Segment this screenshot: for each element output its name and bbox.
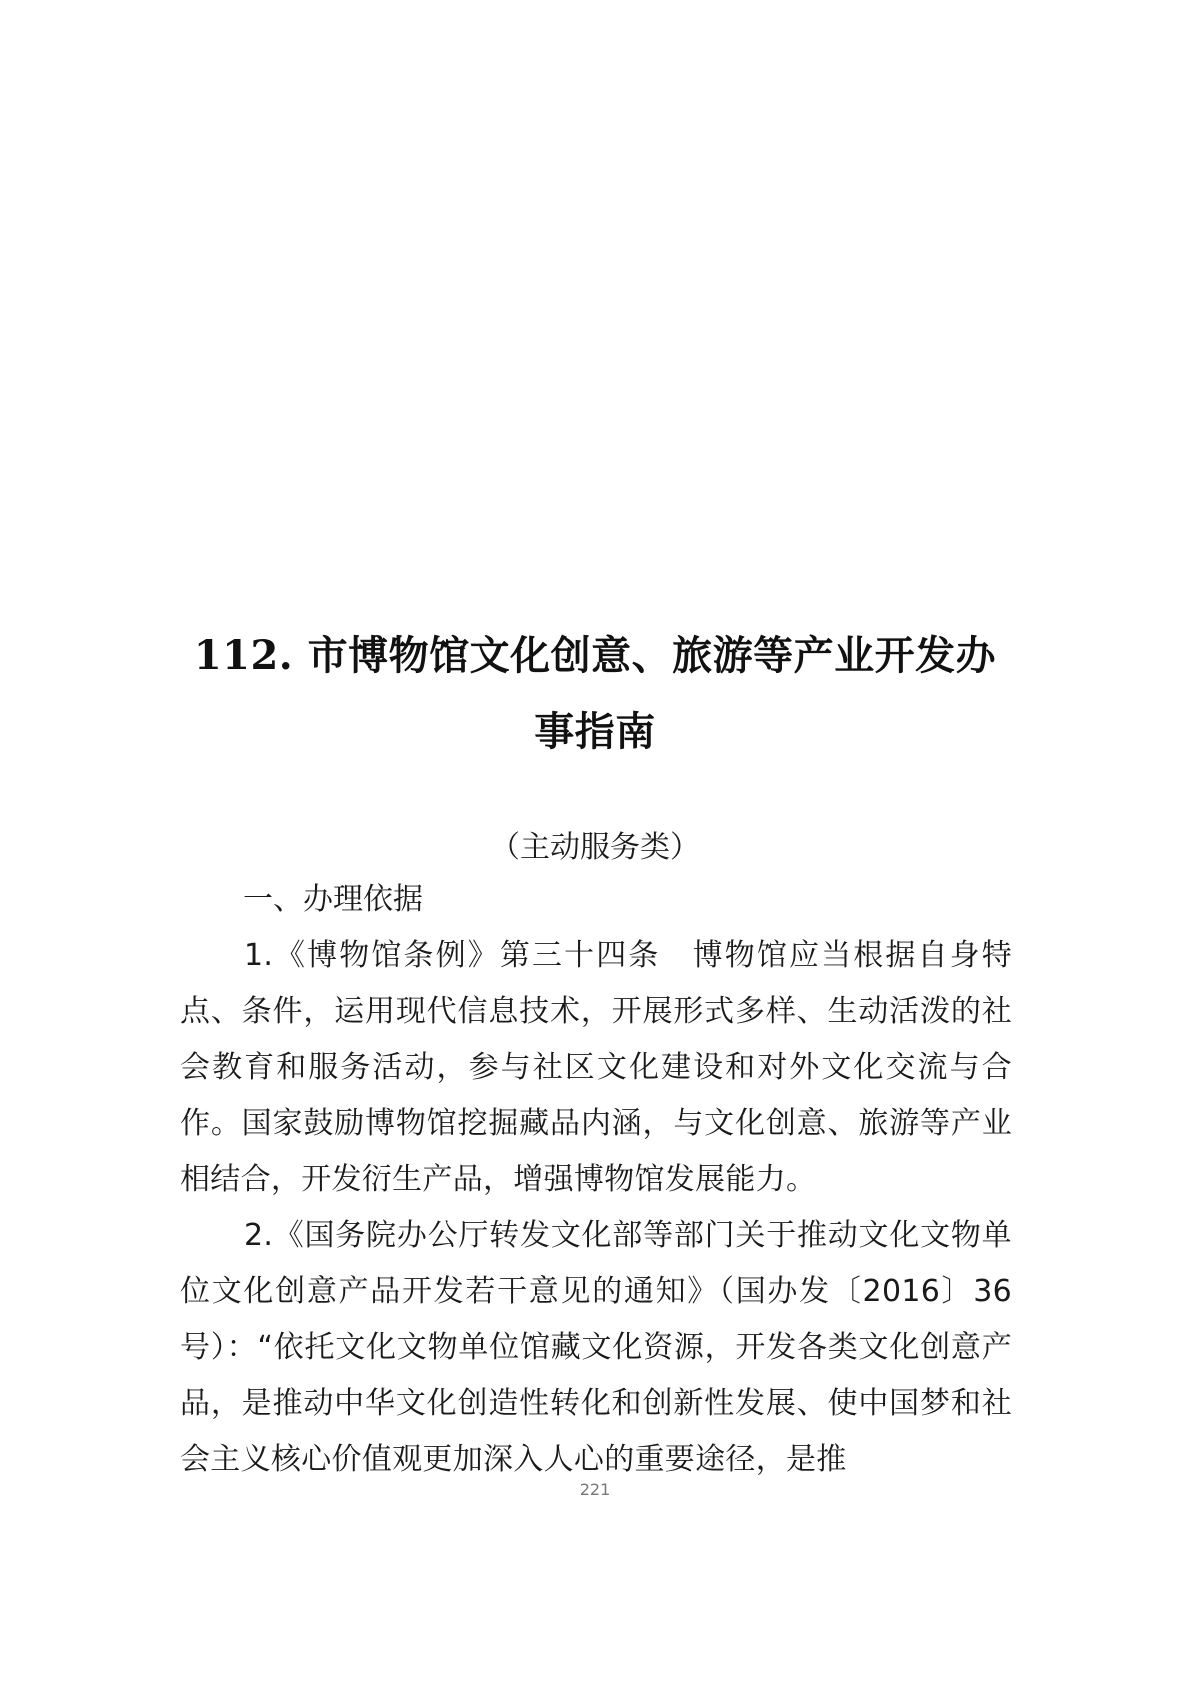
page-number: 221 <box>579 1480 611 1499</box>
section-heading-basis: 一、办理依据 <box>243 882 423 917</box>
title-line-1: 112. 市博物馆文化创意、旅游等产业开发办 <box>193 632 997 679</box>
title-line-2: 事指南 <box>534 708 656 755</box>
page-title <box>175 618 1015 770</box>
paragraph-museum-regulations: 1.《博物馆条例》第三十四条 博物馆应当根据自身特点、条件，运用现代信息技术，开展形式多样、生动活泼的社会教育和服务活动，参与社区文化建设和对外文化交流与合作。国家鼓励博物馆挖掘藏品内涵，与文化创意、旅游等产业相结合，开发衍生产品，增强博物馆发展能力。 <box>180 938 1012 1197</box>
service-category-subtitle: （主动服务类） <box>490 830 700 865</box>
paragraph-state-council-notice: 2.《国务院办公厅转发文化部等部门关于推动文化文物单位文化创意产品开发若干意见的通知》（国办发〔2016〕36 号）：“依托文化文物单位馆藏文化资源，开发各类文化创意产品，是推动中华文化创造性转化和创新性发展、使中国梦和社会主义核心价值观更加深入人心的重要途径，是推 <box>180 1218 1012 1477</box>
